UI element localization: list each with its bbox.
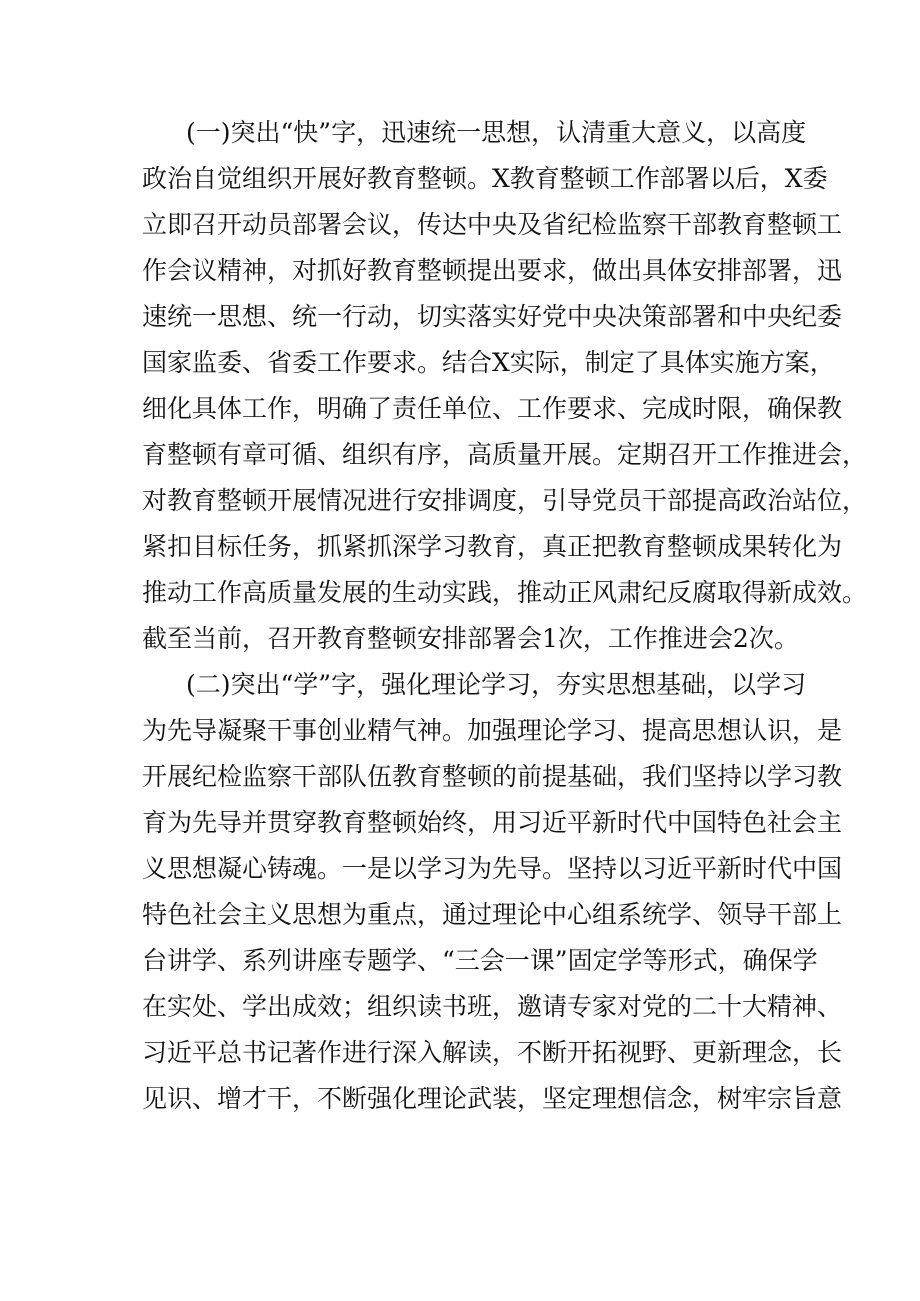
paragraph-line: 截至当前，召开教育整顿安排部署会1次，工作推进会2次。 xyxy=(142,624,799,653)
paragraph-line: 推动工作高质量发展的生动实践，推动正风肃纪反腐取得新成效。 xyxy=(142,578,868,607)
paragraph-2 xyxy=(142,662,843,1122)
paragraph-line: 在实处、学出成效；组织读书班，邀请专家对党的二十大精神、 xyxy=(142,992,843,1021)
paragraph-line: 对教育整顿开展情况进行安排调度，引导党员干部提高政治站位， xyxy=(142,486,868,515)
paragraph-line: 义思想凝心铸魂。一是以学习为先导。坚持以习近平新时代中国 xyxy=(142,854,843,883)
paragraph-line: (一)突出“快”字，迅速统一思想，认清重大意义，以高度 xyxy=(186,118,807,147)
paragraph-line: 细化具体工作，明确了责任单位、工作要求、完成时限，确保教 xyxy=(142,394,843,423)
paragraph-line: 作会议精神，对抓好教育整顿提出要求，做出具体安排部署，迅 xyxy=(142,256,843,285)
paragraph-line: 速统一思想、统一行动，切实落实好党中央决策部署和中央纪委 xyxy=(142,302,843,331)
paragraph-line: 见识、增才干，不断强化理论武装，坚定理想信念，树牢宗旨意 xyxy=(142,1084,843,1113)
paragraph-line: 育为先导并贯穿教育整顿始终，用习近平新时代中国特色社会主 xyxy=(142,808,843,837)
paragraph-line: 特色社会主义思想为重点，通过理论中心组系统学、领导干部上 xyxy=(142,900,843,929)
paragraph-line: 紧扣目标任务，抓紧抓深学习教育，真正把教育整顿成果转化为 xyxy=(142,532,843,561)
paragraph-line: 育整顿有章可循、组织有序，高质量开展。定期召开工作推进会， xyxy=(142,440,868,469)
paragraph-line: 为先导凝聚干事创业精气神。加强理论学习、提高思想认识，是 xyxy=(142,716,843,745)
paragraph-line: 政治自觉组织开展好教育整顿。X教育整顿工作部署以后，X委 xyxy=(142,164,828,193)
paragraph-line: 国家监委、省委工作要求。结合X实际，制定了具体实施方案， xyxy=(142,348,835,377)
paragraph-line: 台讲学、系列讲座专题学、“三会一课”固定学等形式，确保学 xyxy=(142,946,818,975)
paragraph-line: (二)突出“学”字，强化理论学习，夯实思想基础，以学习 xyxy=(186,670,807,699)
paragraph-line: 立即召开动员部署会议，传达中央及省纪检监察干部教育整顿工 xyxy=(142,210,843,239)
paragraph-line: 习近平总书记著作进行深入解读，不断开拓视野、更新理念，长 xyxy=(142,1038,843,1067)
paragraph-line: 开展纪检监察干部队伍教育整顿的前提基础，我们坚持以学习教 xyxy=(142,762,843,791)
document-body xyxy=(142,110,868,1122)
paragraph-1 xyxy=(142,110,868,662)
